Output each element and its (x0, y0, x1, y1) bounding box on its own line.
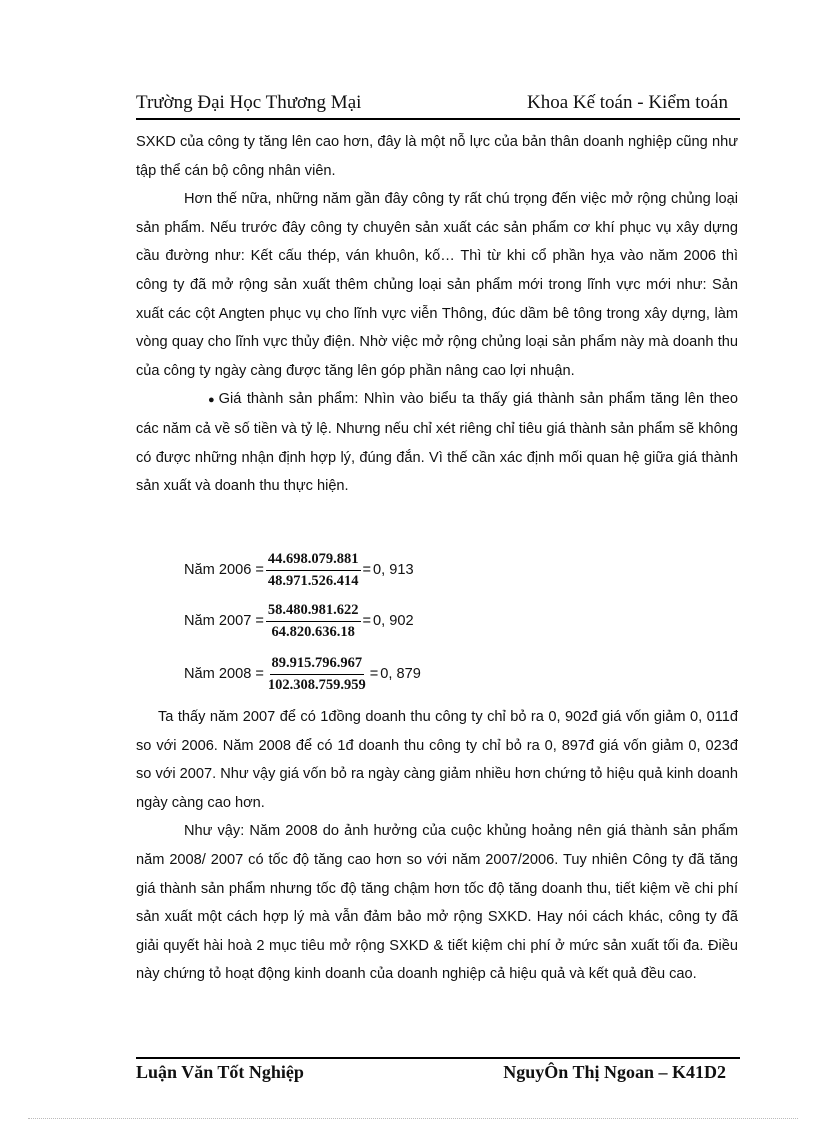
paragraph-1: SXKD của công ty tăng lên cao hơn, đây là một nỗ lực của bản thân doanh nghiệp cũng như tập thể cán bộ công nhân viên. (136, 134, 738, 179)
bullet-icon: ● (208, 394, 215, 407)
fraction (266, 551, 361, 590)
equals-sign: = (362, 562, 372, 578)
fraction-numerator: 58.480.981.622 (266, 602, 361, 622)
fraction-denominator: 64.820.636.18 (271, 623, 355, 640)
equation-result: 0, 902 (373, 613, 414, 629)
equals-sign: = (255, 666, 264, 682)
body-block-1 (136, 128, 738, 501)
equation-row (184, 548, 414, 592)
equals-sign: = (255, 562, 264, 578)
equation-label: Năm 2006 (184, 562, 252, 578)
fraction-numerator: 89.915.796.967 (270, 655, 365, 675)
header-school: Trường Đại Học Thương Mại (136, 92, 362, 113)
footer-title: Luận Văn Tốt Nghiệp (136, 1062, 304, 1082)
equals-sign: = (255, 613, 264, 629)
equation-result: 0, 879 (380, 666, 421, 682)
equation-result: 0, 913 (373, 562, 414, 578)
page-footer (136, 1062, 740, 1086)
equation-label: Năm 2007 (184, 613, 252, 629)
paragraph-5: Như vậy: Năm 2008 do ảnh hưởng của cuộc khủng hoảng nên giá thành sản phẩm năm 2008/ 2007 có tốc độ tăng cao hơn so với năm 2007/2006. Tuy nhiên Công ty đã tăng giá thành sản phẩm nhưng tốc độ tăng chậm hơn tốc độ tăng doanh thu, tiết kiệm về chi phí sản xuất một cách hợp lý mà vẫn đảm bảo mở rộng SXKD. Hay nói cách khác, công ty đã giải quyết hài hoà 2 mục tiêu mở rộng SXKD & tiết kiệm chi phí ở mức sản xuất tối đa. Điều này chứng tỏ hoạt động kinh doanh của doanh nghiệp cả hiệu quả và kết quả đều cao. (136, 823, 738, 983)
equation-label: Năm 2008 (184, 666, 252, 682)
equation-row (184, 652, 421, 696)
footer-rule (136, 1057, 740, 1059)
header-faculty: Khoa Kế toán - Kiểm toán (526, 92, 728, 113)
footer-author: NguyÔn Thị Ngoan – K41D2 (503, 1062, 726, 1082)
paragraph-2: Hơn thế nữa, những năm gần đây công ty rất chú trọng đến việc mở rộng chủng loại sản phẩm. Nếu trước đây công ty chuyên sản xuất các sản phẩm cơ khí phục vụ xây dựng cầu đường như: Kết cấu thép, ván khuôn, kố… Thì từ khi cổ phần hỵa vào năm 2006 thì công ty đã mở rộng sản xuất thêm chủng loại sản phẩm mới trong lĩnh vực mới như: Sản xuất các cột Angten phục vụ cho lĩnh vực viễn Thông, đúc dầm bê tông trong xây dựng, làm vòng quay cho lĩnh vực thủy điện. Nhờ việc mở rộng chủng loại sản phẩm này mà doanh thu của công ty ngày càng được tăng lên góp phần nâng cao lợi nhuận. (136, 191, 738, 379)
fraction-numerator: 44.698.079.881 (266, 551, 361, 571)
equals-sign: = (362, 613, 372, 629)
body-block-2 (136, 703, 738, 989)
fraction-denominator: 102.308.759.959 (267, 676, 366, 693)
equals-sign: = (369, 666, 379, 682)
page-edge-dotted-line (28, 1118, 798, 1119)
fraction-denominator: 48.971.526.414 (267, 572, 359, 589)
equation-row (184, 599, 414, 643)
paragraph-4: Ta thấy năm 2007 để có 1đồng doanh thu công ty chỉ bỏ ra 0, 902đ giá vốn giảm 0, 011đ so với 2006. Năm 2008 để có 1đ doanh thu công ty chỉ bỏ ra 0, 897đ giá vốn giảm 0, 023đ so với 2007. Như vậy giá vốn bỏ ra ngày càng giảm nhiều hơn chứng tỏ hiệu quả kinh doanh ngày càng cao hơn. (136, 709, 738, 811)
paragraph-3-text: Giá thành sản phẩm: Nhìn vào biểu ta thấy giá thành sản phẩm tăng lên theo các năm cả về số tiền và tỷ lệ. Nhưng nếu chỉ xét riêng chỉ tiêu giá thành sản phẩm sẽ không có được những nhận định hợp lý, đúng đắn. Vì thế cần xác định mối quan hệ giữa giá thành sản xuất và doanh thu thực hiện. (136, 391, 738, 495)
page-header (136, 92, 740, 116)
header-rule (136, 118, 740, 120)
fraction (266, 655, 368, 694)
paragraph-3 (136, 385, 738, 500)
fraction (266, 602, 361, 641)
